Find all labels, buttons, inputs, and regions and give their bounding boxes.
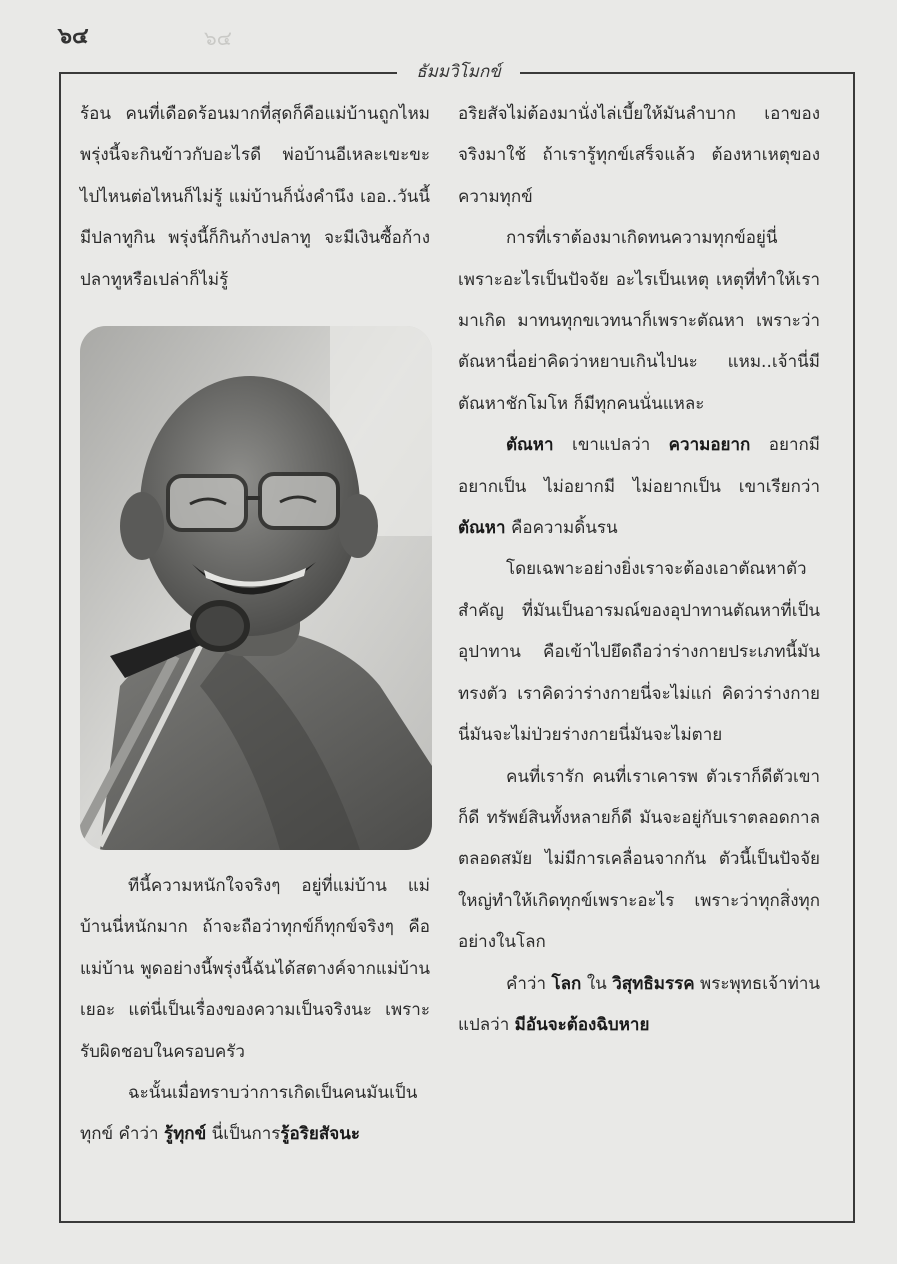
text-span: ฉะนั้นเมื่อทราบว่าการเกิดเป็นคนมันเป็นทุกข์ คำว่า [80, 1083, 418, 1145]
left-column-bottom [80, 866, 430, 1156]
left-column-top [80, 94, 430, 301]
bold-term: ตัณหา [458, 518, 506, 539]
text-span: อยากมี อยากเป็น ไม่อยากมี ไม่อยากเป็น เขาเรียกว่า [458, 435, 820, 497]
text-span: นี่เป็นการ [206, 1124, 281, 1145]
bold-term: โลก [551, 973, 582, 994]
right-paragraph-5: คนที่เรารัก คนที่เราเคารพ ตัวเราก็ดีตัวเขาก็ดี ทรัพย์สินทั้งหลายก็ดี มันจะอยู่กับเราตลอดกาลตลอดสมัย ไม่มีการเคลื่อนจากกัน ตัวนี้เป็นปัจจัยใหญ่ทำให้เกิดทุกข์เพราะอะไร เพราะว่าทุกสิ่งทุกอย่างในโลก [458, 766, 820, 953]
bold-term: นะ [339, 1124, 360, 1145]
bold-term: วิสุทธิมรรค [612, 973, 695, 994]
bold-term: ความอยาก [668, 435, 751, 456]
text-span: พระพุทธเจ้าท่านแปลว่า [458, 973, 821, 1035]
text-span: คำว่า [506, 973, 552, 994]
right-paragraph-3 [458, 425, 820, 549]
frame-top-rule-left [59, 72, 397, 74]
frame-top-rule-right [520, 72, 855, 74]
left-paragraph-3 [80, 1073, 430, 1156]
text-span: เขาแปลว่า [553, 435, 669, 456]
bold-term: ตัณหา [506, 435, 554, 456]
bold-term: มีอันจะต้องฉิบหาย [514, 1014, 650, 1035]
left-paragraph-1: ร้อน คนที่เดือดร้อนมากที่สุดก็คือแม่บ้านถูกไหม พรุ่งนี้จะกินข้าวกับอะไรดี พ่อบ้านอีเหละเขะขะไปไหนต่อไหนก็ไม่รู้ แม่บ้านก็นั่งคำนึง เออ..วันนี้มีปลาทูกิน พรุ่งนี้ก็กินก้างปลาทู จะมีเงินซื้อก้างปลาทูหรือเปล่าก็ไม่รู้ [80, 104, 430, 290]
text-span: ใน [581, 973, 613, 994]
bold-term: รู้ทุกข์ [163, 1124, 207, 1145]
left-paragraph-2: ทีนี้ความหนักใจจริงๆ อยู่ที่แม่บ้าน แม่บ้านนี่หนักมาก ถ้าจะถือว่าทุกข์ก็ทุกข์จริงๆ คือแม่บ้าน พูดอย่างนี้พรุ่งนี้ฉันได้สตางค์จากแม่บ้านเยอะ แต่นี่เป็นเรื่องของความเป็นจริงนะ เพราะรับผิดชอบในครอบครัว [80, 876, 430, 1062]
right-paragraph-4: โดยเฉพาะอย่างยิ่งเราจะต้องเอาตัณหาตัวสำคัญ ที่มันเป็นอารมณ์ของอุปาทานตัณหาที่เป็นอุปาทาน คือเข้าไปยึดถือว่าร่างกายประเภทนี้มันทรงตัว เราคิดว่าร่างกายนี่จะไม่แก่ คิดว่าร่างกายนี่มันจะไม่ป่วยร่างกายนี่มันจะไม่ตาย [458, 559, 820, 746]
monk-photo [80, 326, 432, 850]
right-paragraph-1: อริยสัจไม่ต้องมานั่งไล่เบี้ยให้มันลำบาก เอาของจริงมาใช้ ถ้าเรารู้ทุกข์เสร็จแล้ว ต้องหาเหตุของความทุกข์ [458, 104, 820, 207]
running-title: ธัมมวิโมกข์ [416, 62, 501, 82]
right-column [458, 94, 820, 1046]
text-span: คือความดิ้นรน [505, 518, 618, 539]
bleed-through-page-number: ๖๔ [204, 26, 232, 50]
right-paragraph-2: การที่เราต้องมาเกิดทนความทุกข์อยู่นี่เพราะอะไรเป็นปัจจัย อะไรเป็นเหตุ เหตุที่ทำให้เรามาเกิด มาทนทุกขเวทนาก็เพราะตัณหา เพราะว่าตัณหานี่อย่าคิดว่าหยาบเกินไปนะ แหม..เจ้านี่มีตัณหาชักโมโห ก็มีทุกคนนั่นแหละ [458, 228, 820, 414]
right-paragraph-6 [458, 964, 820, 1047]
page-number: ๖๔ [58, 24, 89, 49]
bold-term: รู้อริยสัจ [280, 1124, 340, 1145]
